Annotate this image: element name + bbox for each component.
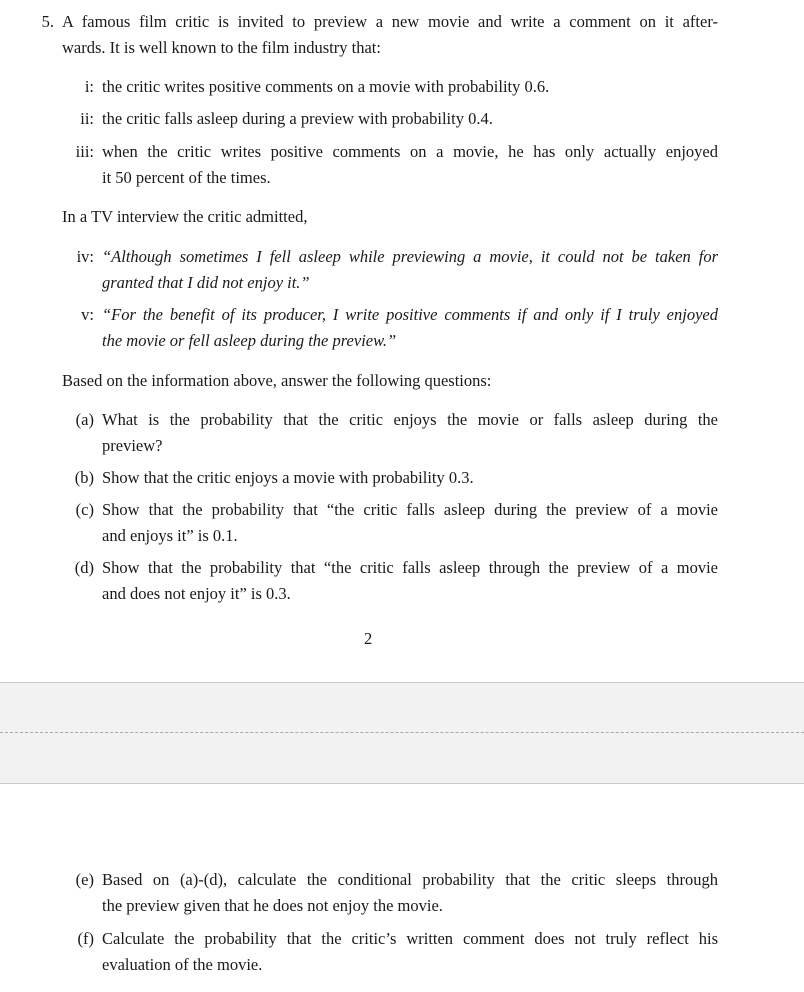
part-d-line2: and does not enjoy it” is 0.3. xyxy=(102,584,291,603)
fact-text: the critic writes positive comments on a movie with probability 0.6. xyxy=(102,77,550,96)
part-label-f: (f) xyxy=(77,929,94,948)
part-a-line1: What is the probability that the critic enjoys the movie or falls asleep during the xyxy=(102,410,718,429)
quote-label: v: xyxy=(81,305,94,324)
part-f-line1: Calculate the probability that the critic’s written comment does not truly reflect his xyxy=(102,929,718,948)
part-b-line1: Show that the critic enjoys a movie with probability 0.3. xyxy=(102,468,474,487)
quote-text-line2: granted that I did not enjoy it.” xyxy=(102,273,310,292)
part-label-b: (b) xyxy=(74,468,94,487)
fact-text-line2: it 50 percent of the times. xyxy=(102,168,271,187)
fact-text-line1: when the critic writes positive comments on a movie, he has only actually enjoyed xyxy=(102,142,718,161)
part-e-line1: Based on (a)-(d), calculate the conditional probability that the critic sleeps through xyxy=(102,870,718,889)
part-e-line2: the preview given that he does not enjoy the movie. xyxy=(102,896,443,915)
question-number: 5. xyxy=(41,12,54,31)
fact-label: i: xyxy=(84,77,94,96)
page-number: 2 xyxy=(364,629,373,648)
part-label-e: (e) xyxy=(75,870,94,889)
part-label-c: (c) xyxy=(75,500,94,519)
question-intro-line2: wards. It is well known to the film industry that: xyxy=(62,38,381,57)
part-d-line1: Show that the probability that “the critic falls asleep through the preview of a movie xyxy=(102,558,718,577)
document-page-2 xyxy=(0,784,804,992)
page-break-divider xyxy=(0,732,804,733)
fact-text: the critic falls asleep during a preview with probability 0.4. xyxy=(102,109,493,128)
interview-intro: In a TV interview the critic admitted, xyxy=(62,207,308,226)
quote-label: iv: xyxy=(76,247,94,266)
part-c-line1: Show that the probability that “the critic falls asleep during the preview of a movie xyxy=(102,500,718,519)
part-c-line2: and enjoys it” is 0.1. xyxy=(102,526,238,545)
quote-text-line2: the movie or fell asleep during the preview.” xyxy=(102,331,397,350)
part-label-a: (a) xyxy=(75,410,94,429)
fact-label: iii: xyxy=(75,142,94,161)
quote-text-line1: “For the benefit of its producer, I write positive comments if and only if I truly enjoyed xyxy=(102,305,718,324)
question-intro-line1: A famous film critic is invited to preview a new movie and write a comment on it after- xyxy=(62,12,718,31)
questions-intro: Based on the information above, answer the following questions: xyxy=(62,371,492,390)
part-f-line2: evaluation of the movie. xyxy=(102,955,263,974)
part-a-line2: preview? xyxy=(102,436,163,455)
part-label-d: (d) xyxy=(74,558,94,577)
fact-label: ii: xyxy=(80,109,94,128)
page-break xyxy=(0,682,804,784)
quote-text-line1: “Although sometimes I fell asleep while previewing a movie, it could not be taken for xyxy=(102,247,718,266)
